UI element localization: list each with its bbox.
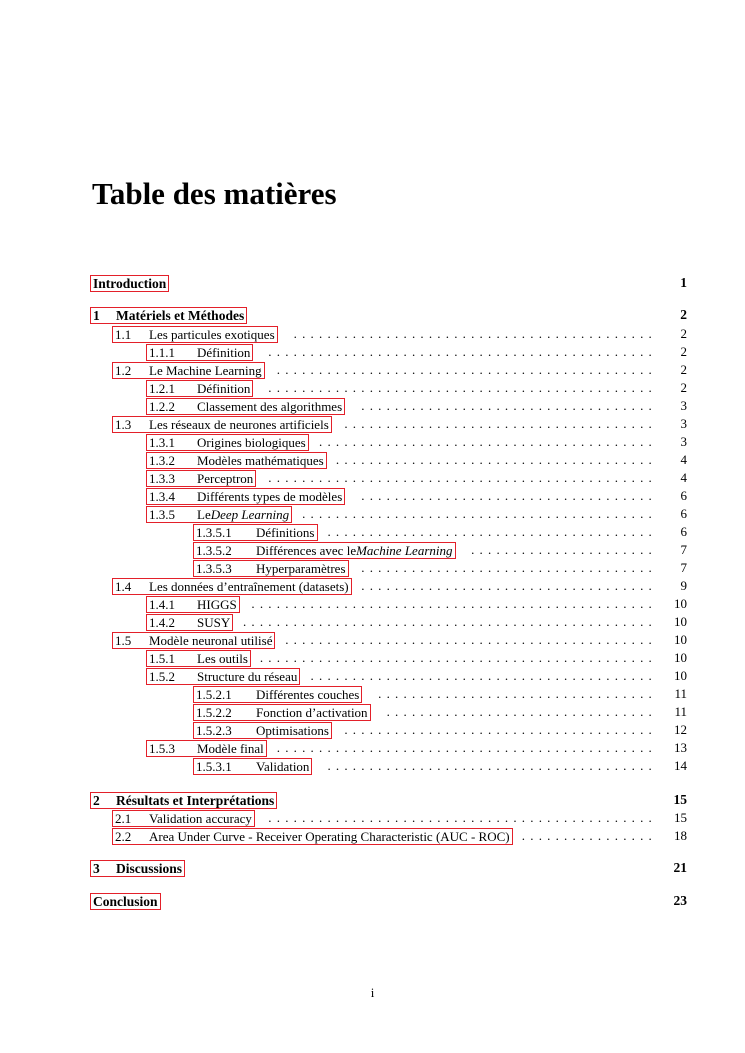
toc-entry-title-italic: Machine Learning (356, 543, 453, 558)
toc-entry-page: 4 (680, 452, 687, 467)
toc-entry-page: 23 (673, 893, 687, 908)
toc-leader-dots: ............................................ (285, 632, 657, 647)
toc-entry (0, 398, 745, 416)
toc-entry-page: 2 (680, 307, 687, 322)
toc-entry-link[interactable] (112, 416, 332, 433)
toc-entry-page: 4 (680, 470, 687, 485)
toc-entry-link[interactable] (112, 578, 352, 595)
toc-entry-title: Validation (256, 759, 310, 774)
toc-entry-number: 1.3.5.1 (196, 525, 232, 540)
toc-entry-title: Classement des algorithmes (197, 399, 343, 414)
toc-entry-link[interactable] (90, 275, 169, 292)
toc-entry-title: Optimisations (256, 723, 329, 738)
toc-entry-number: 1 (93, 308, 100, 323)
toc-entry-link[interactable] (193, 560, 349, 577)
toc-entry-link[interactable] (193, 542, 456, 559)
toc-entry-title: Discussions (116, 861, 183, 876)
toc-entry-number: 1.3.3 (149, 471, 175, 486)
toc-entry-link[interactable] (112, 326, 278, 343)
toc-entry-title: Définition (197, 381, 251, 396)
toc-entry-title: Les outils (197, 651, 248, 666)
toc-entry-page: 10 (674, 614, 687, 629)
toc-entry-number: 1.4 (115, 579, 132, 594)
toc-leader-dots: ...................... (471, 542, 657, 557)
toc-entry-number: 1.2 (115, 363, 132, 378)
toc-entry (0, 810, 745, 828)
toc-entry-number: 1.3.5.3 (196, 561, 232, 576)
toc-entry-number: 1.5.2.3 (196, 723, 232, 738)
toc-leader-dots: ............................................. (276, 362, 657, 377)
toc-entry-number: 1.4.2 (149, 615, 175, 630)
toc-entry (0, 470, 745, 488)
toc-entry-title: Définitions (256, 525, 315, 540)
toc-entry (0, 860, 745, 878)
toc-leader-dots: .............................................. (268, 380, 657, 395)
toc-entry-page: 15 (673, 792, 687, 807)
toc-entry-link[interactable] (146, 380, 253, 397)
toc-entry-link[interactable] (146, 470, 256, 487)
page-number-footer: i (370, 985, 375, 1000)
toc-entry (0, 452, 745, 470)
toc-entry-number: 1.2.1 (149, 381, 175, 396)
toc-entry-link[interactable] (146, 344, 253, 361)
toc-leader-dots: ................................. (378, 686, 657, 701)
toc-entry (0, 668, 745, 686)
toc-leader-dots: ..................................... (344, 722, 657, 737)
toc-entry (0, 758, 745, 776)
toc-entry-link[interactable] (112, 810, 255, 827)
toc-entry-number: 2.1 (115, 811, 132, 826)
toc-entry-link[interactable] (112, 632, 275, 649)
toc-entry-number: 1.4.1 (149, 597, 175, 612)
toc-entry-title: SUSY (197, 615, 231, 630)
toc-entry-link[interactable] (90, 307, 247, 324)
toc-entry (0, 704, 745, 722)
toc-entry-link[interactable] (146, 614, 233, 631)
toc-entry-page: 11 (674, 704, 687, 719)
toc-entry-page: 10 (674, 668, 687, 683)
toc-entry-title: Les réseaux de neurones artificiels (149, 417, 329, 432)
toc-entry-number: 1.5.2.1 (196, 687, 232, 702)
toc-entry (0, 434, 745, 452)
toc-entry-title: Validation accuracy (149, 811, 252, 826)
toc-entry-page: 14 (674, 758, 687, 773)
toc-entry-link[interactable] (146, 398, 345, 415)
toc-entry-title: Hyperparamètres (256, 561, 346, 576)
toc-entry-page: 12 (674, 722, 687, 737)
toc-entry-title: Le Machine Learning (149, 363, 262, 378)
toc-entry-link[interactable] (146, 668, 300, 685)
toc-entry-link[interactable] (90, 792, 277, 809)
toc-entry-link[interactable] (146, 650, 251, 667)
toc-entry (0, 792, 745, 810)
toc-leader-dots: ............................................. (276, 740, 657, 755)
toc-entry-number: 1.1.1 (149, 345, 175, 360)
toc-entry-page: 21 (673, 860, 687, 875)
toc-leader-dots: ................................... (361, 488, 657, 503)
toc-entry (0, 380, 745, 398)
toc-entry (0, 650, 745, 668)
toc-entry-title-italic: Deep Learning (210, 507, 290, 522)
toc-entry-title: Les données d’entraînement (datasets) (149, 579, 349, 594)
toc-entry-page: 1 (680, 275, 687, 290)
toc-entry-number: 1.5.3 (149, 741, 175, 756)
toc-leader-dots: ........................................... (293, 326, 657, 341)
toc-leader-dots: ................ (521, 828, 657, 843)
toc-entry (0, 828, 745, 846)
toc-entry-title: Modèle final (197, 741, 264, 756)
toc-entry-page: 11 (674, 686, 687, 701)
toc-entry-title: Fonction d’activation (256, 705, 368, 720)
toc-entry (0, 686, 745, 704)
toc-entry (0, 416, 745, 434)
toc-leader-dots: ...................................... (335, 452, 657, 467)
toc-leader-dots: ..................................... (344, 416, 657, 431)
toc-entry-number: 1.3.1 (149, 435, 175, 450)
toc-leader-dots: .............................................. (268, 470, 657, 485)
toc-entry-page: 10 (674, 596, 687, 611)
toc-entry-number: 1.3.4 (149, 489, 175, 504)
toc-leader-dots: ........................................ (319, 434, 657, 449)
toc-leader-dots: ................................... (361, 398, 657, 413)
toc-entry (0, 542, 745, 560)
toc-entry-page: 7 (680, 542, 687, 557)
toc-entry-number: 1.3 (115, 417, 132, 432)
toc-entry-page: 2 (680, 326, 687, 341)
toc-entry-link[interactable] (193, 758, 312, 775)
toc-entry-page: 2 (680, 380, 687, 395)
toc-entry-link[interactable] (146, 506, 292, 523)
toc-entry (0, 578, 745, 596)
toc-entry-page: 6 (680, 506, 687, 521)
toc-entry-page: 6 (680, 524, 687, 539)
toc-entry-number: 2.2 (115, 829, 132, 844)
toc-leader-dots: ................................... (361, 578, 657, 593)
toc-entry-title: Matériels et Méthodes (116, 308, 245, 323)
toc-entry-link[interactable] (146, 434, 309, 451)
toc-leader-dots: .............................................. (268, 344, 657, 359)
toc-entry-page: 2 (680, 362, 687, 377)
toc-leader-dots: ................................................ (251, 596, 657, 611)
toc-entry-number: 2 (93, 793, 100, 808)
toc-entry-title: Area Under Curve - Receiver Operating Characteristic (AUC - ROC) (149, 829, 510, 844)
toc-entry (0, 596, 745, 614)
toc-entry (0, 740, 745, 758)
toc-leader-dots: ................................................. (242, 614, 657, 629)
toc-entry (0, 344, 745, 362)
toc-entry-number: 1.3.5.2 (196, 543, 232, 558)
toc-entry-number: 1.5 (115, 633, 132, 648)
toc-entry-title: Différentes couches (256, 687, 360, 702)
toc-entry-title: Résultats et Interprétations (116, 793, 275, 808)
toc-entry-page: 3 (680, 398, 687, 413)
toc-entry-title: Perceptron (197, 471, 254, 486)
toc-entry-link[interactable] (193, 686, 362, 703)
toc-entry-title: Différents types de modèles (197, 489, 343, 504)
toc-leader-dots: ................................... (361, 560, 657, 575)
toc-entry-page: 9 (680, 578, 687, 593)
toc-entry (0, 632, 745, 650)
toc-entry (0, 307, 745, 325)
toc-leader-dots: .............................................. (268, 810, 657, 825)
toc-entry-link[interactable] (90, 860, 185, 877)
toc-leader-dots: ............................................... (259, 650, 657, 665)
toc-entry-page: 18 (674, 828, 687, 843)
toc-entry-link[interactable] (146, 740, 267, 757)
toc-entry-link[interactable] (193, 704, 371, 721)
toc-entry-page: 2 (680, 344, 687, 359)
toc-entry-number: 1.5.2.2 (196, 705, 232, 720)
page-title: Table des matières (92, 176, 337, 211)
toc-entry (0, 893, 745, 911)
toc-entry (0, 506, 745, 524)
toc-entry (0, 488, 745, 506)
toc-entry-link[interactable] (146, 488, 345, 505)
toc-entry-page: 6 (680, 488, 687, 503)
toc-entry (0, 524, 745, 542)
toc-entry (0, 722, 745, 740)
toc-entry-number: 1.2.2 (149, 399, 175, 414)
toc-entry-title: Introduction (93, 276, 167, 291)
toc-entry-page: 15 (674, 810, 687, 825)
toc-entry-title: Modèle neuronal utilisé (149, 633, 273, 648)
toc-leader-dots: ......................................... (310, 668, 657, 683)
toc-entry-link[interactable] (146, 452, 327, 469)
toc-entry-link[interactable] (193, 524, 318, 541)
toc-entry-number: 1.1 (115, 327, 132, 342)
toc-leader-dots: ................................ (386, 704, 657, 719)
toc-entry (0, 275, 745, 293)
toc-entry-title: Le (197, 507, 211, 522)
toc-entry-number: 1.5.3.1 (196, 759, 232, 774)
toc-entry-link[interactable] (90, 893, 161, 910)
toc-entry-link[interactable] (112, 362, 265, 379)
toc-entry-number: 3 (93, 861, 100, 876)
toc-entry-title: Les particules exotiques (149, 327, 275, 342)
toc-entry-page: 3 (680, 416, 687, 431)
toc-entry-number: 1.5.1 (149, 651, 175, 666)
toc-entry-title: Structure du réseau (197, 669, 298, 684)
toc-entry (0, 560, 745, 578)
toc-entry-title: Conclusion (93, 894, 158, 909)
toc-entry-title: Définition (197, 345, 251, 360)
toc-entry-number: 1.3.2 (149, 453, 175, 468)
toc-entry-title: Différences avec le (256, 543, 357, 558)
toc-entry (0, 362, 745, 380)
toc-entry-number: 1.3.5 (149, 507, 175, 522)
toc-entry-page: 13 (674, 740, 687, 755)
toc-leader-dots: ....................................... (327, 758, 657, 773)
toc-leader-dots: .......................................... (302, 506, 657, 521)
toc-entry-page: 10 (674, 632, 687, 647)
toc-entry-page: 10 (674, 650, 687, 665)
toc-entry-link[interactable] (112, 828, 513, 845)
toc-entry-number: 1.5.2 (149, 669, 175, 684)
toc-entry (0, 326, 745, 344)
toc-entry (0, 614, 745, 632)
toc-entry-page: 7 (680, 560, 687, 575)
toc-entry-title: HIGGS (197, 597, 237, 612)
toc-entry-page: 3 (680, 434, 687, 449)
toc-entry-link[interactable] (146, 596, 240, 613)
toc-entry-title: Origines biologiques (197, 435, 306, 450)
toc-entry-link[interactable] (193, 722, 332, 739)
toc-leader-dots: ....................................... (327, 524, 657, 539)
toc-entry-title: Modèles mathématiques (197, 453, 324, 468)
